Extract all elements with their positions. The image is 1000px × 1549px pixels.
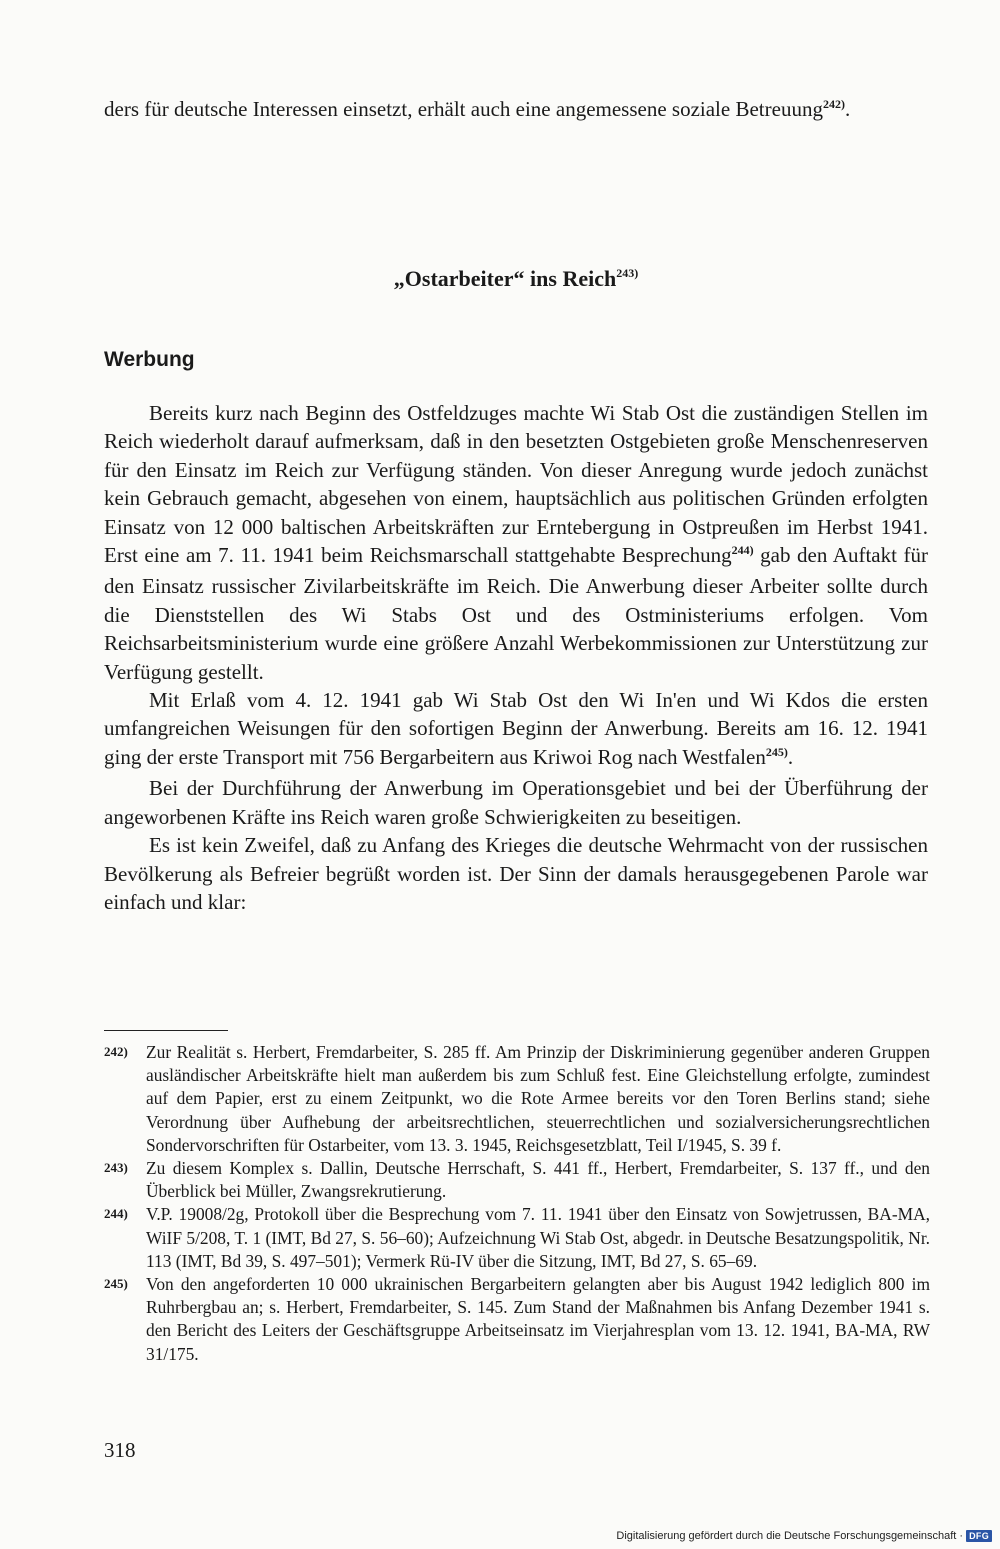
body-text [104,399,928,916]
footnote-text: V.P. 19008/2g, Protokoll über die Besprechung vom 7. 11. 1941 über den Einsatz von Sowjetrussen, BA-MA, WiIF 5/208, T. 1 (IMT, Bd 27, S. 56–60); Aufzeichnung Wi Stab Ost, abgedr. in Deutsche Besatzungspolitik, Nr. 113 (IMT, Bd 39, S. 497–501); Vermerk Rü-IV über die Sitzung, IMT, Bd 27, S. 65–69. [146,1204,930,1271]
footnote-ref-245[interactable]: 245) [765,744,788,759]
footnote-243 [104,1157,930,1203]
footnote-number: 243) [104,1160,128,1176]
footnote-text: Zur Realität s. Herbert, Fremdarbeiter, S. 285 ff. Am Prinzip der Diskriminierung gegenüber anderen Gruppen ausländischer Arbeitskräfte hielt man außerdem bis zum Schluß fest. Eine Gleichstellung erfolgte, zumindest auf dem Papier, erst zu einem Zeitpunkt, wo die Rote Armee bereits vor den Toren Berlins stand; siehe Verordnung über Aufhebung der arbeitsrechtlichen, steuerrechtlichen und sozialversicherungsrechtlichen Sondervorschriften für Ostarbeiter, vom 13. 3. 1945, Reichsgesetzblatt, Teil I/1945, S. 39 f. [146,1042,930,1155]
footnote-separator [104,1030,228,1031]
footnote-number: 245) [104,1276,128,1292]
footnote-245 [104,1273,930,1366]
subheading: Werbung [104,348,195,371]
section-title [104,266,928,292]
continuation-text: ders für deutsche Interessen einsetzt, erhält auch eine angemessene soziale Betreuung [104,97,823,121]
footnote-242 [104,1041,930,1157]
dfg-logo-icon: DFG [966,1530,992,1542]
footnote-text: Zu diesem Komplex s. Dallin, Deutsche Herrschaft, S. 441 ff., Herbert, Fremdarbeiter, S. 137 ff., und den Überblick bei Müller, Zwangsrekrutierung. [146,1158,930,1202]
footnote-ref-244[interactable]: 244) [731,543,754,558]
paragraph-4: Es ist kein Zweifel, daß zu Anfang des Krieges die deutsche Wehrmacht von der russischen Bevölkerung als Befreier begrüßt worden ist. Der Sinn der damals herausgegebenen Parole war einfach und klar: [104,833,928,914]
paragraph-2: Mit Erlaß vom 4. 12. 1941 gab Wi Stab Ost den Wi In'en und Wi Kdos die ersten umfangreichen Weisungen für den sofortigen Beginn der Anwerbung. Bereits am 16. 12. 1941 ging der erste Transport mit 756 Bergarbeitern aus Kriwoi Rog nach Westfalen$^{245)}$. [104,688,928,769]
footnote-ref-243[interactable]: 243) [616,266,639,280]
paragraph-1: Bereits kurz nach Beginn des Ostfeldzuges machte Wi Stab Ost die zuständigen Stellen im Reich wiederholt darauf aufmerksam, daß in den besetzten Ostgebieten große Menschenreserven für den Einsatz im Reich zur Verfügung ständen. Von dieser Anregung wurde jedoch zunächst kein Gebrauch gemacht, abgesehen von einem, hauptsächlich aus politischen Gründen erfolgten Einsatz von 12 000 baltischen Arbeitskräften zur Erntebergung in Ostpreußen im Herbst 1941. Erst eine am 7. 11. 1941 beim Reichsmarschall stattgehabte Besprechung$^{244)}$ gab den Auftakt für den Einsatz russischer Zivilarbeitskräfte im Reich. Die Anwerbung dieser Arbeiter sollte durch die Dienststellen des Wi Stabs Ost und des Ostministeriums erfolgen. Vom Reichsarbeitsministerium wurde eine größere Anzahl Werbekommissionen zur Unterstützung zur Verfügung gestellt. [104,401,928,684]
footnote-text: Von den angeforderten 10 000 ukrainischen Bergarbeitern gelangten aber bis August 1942 lediglich 800 im Ruhrbergbau an; s. Herbert, Fremdarbeiter, S. 145. Zum Stand der Maßnahmen bis Anfang Dezember 1941 s. den Bericht des Leiters der Geschäftsgruppe Arbeitseinsatz im Vierjahresplan vom 13. 12. 1941, BA-MA, RW 31/175. [146,1274,930,1364]
page-number: 318 [104,1438,136,1462]
footnote-number: 242) [104,1044,128,1059]
footnotes [104,1041,930,1366]
continuation-paragraph: ders für deutsche Interessen einsetzt, erhält auch eine angemessene soziale Betreuung$^{242)}$. [104,97,851,121]
credit-text: Digitalisierung gefördert durch die Deutsche Forschungsgemeinschaft · [616,1530,964,1542]
paragraph-3: Bei der Durchführung der Anwerbung im Operationsgebiet und bei der Überführung der angeworbenen Kräfte ins Reich waren große Schwierigkeiten zu beseitigen. [104,776,928,829]
footnote-number: 244) [104,1206,128,1222]
footnote-ref-242[interactable]: 242) [822,97,845,111]
section-title-text: „Ostarbeiter“ ins Reich [393,266,617,291]
digitization-credit [616,1530,992,1542]
footnote-244 [104,1203,930,1273]
